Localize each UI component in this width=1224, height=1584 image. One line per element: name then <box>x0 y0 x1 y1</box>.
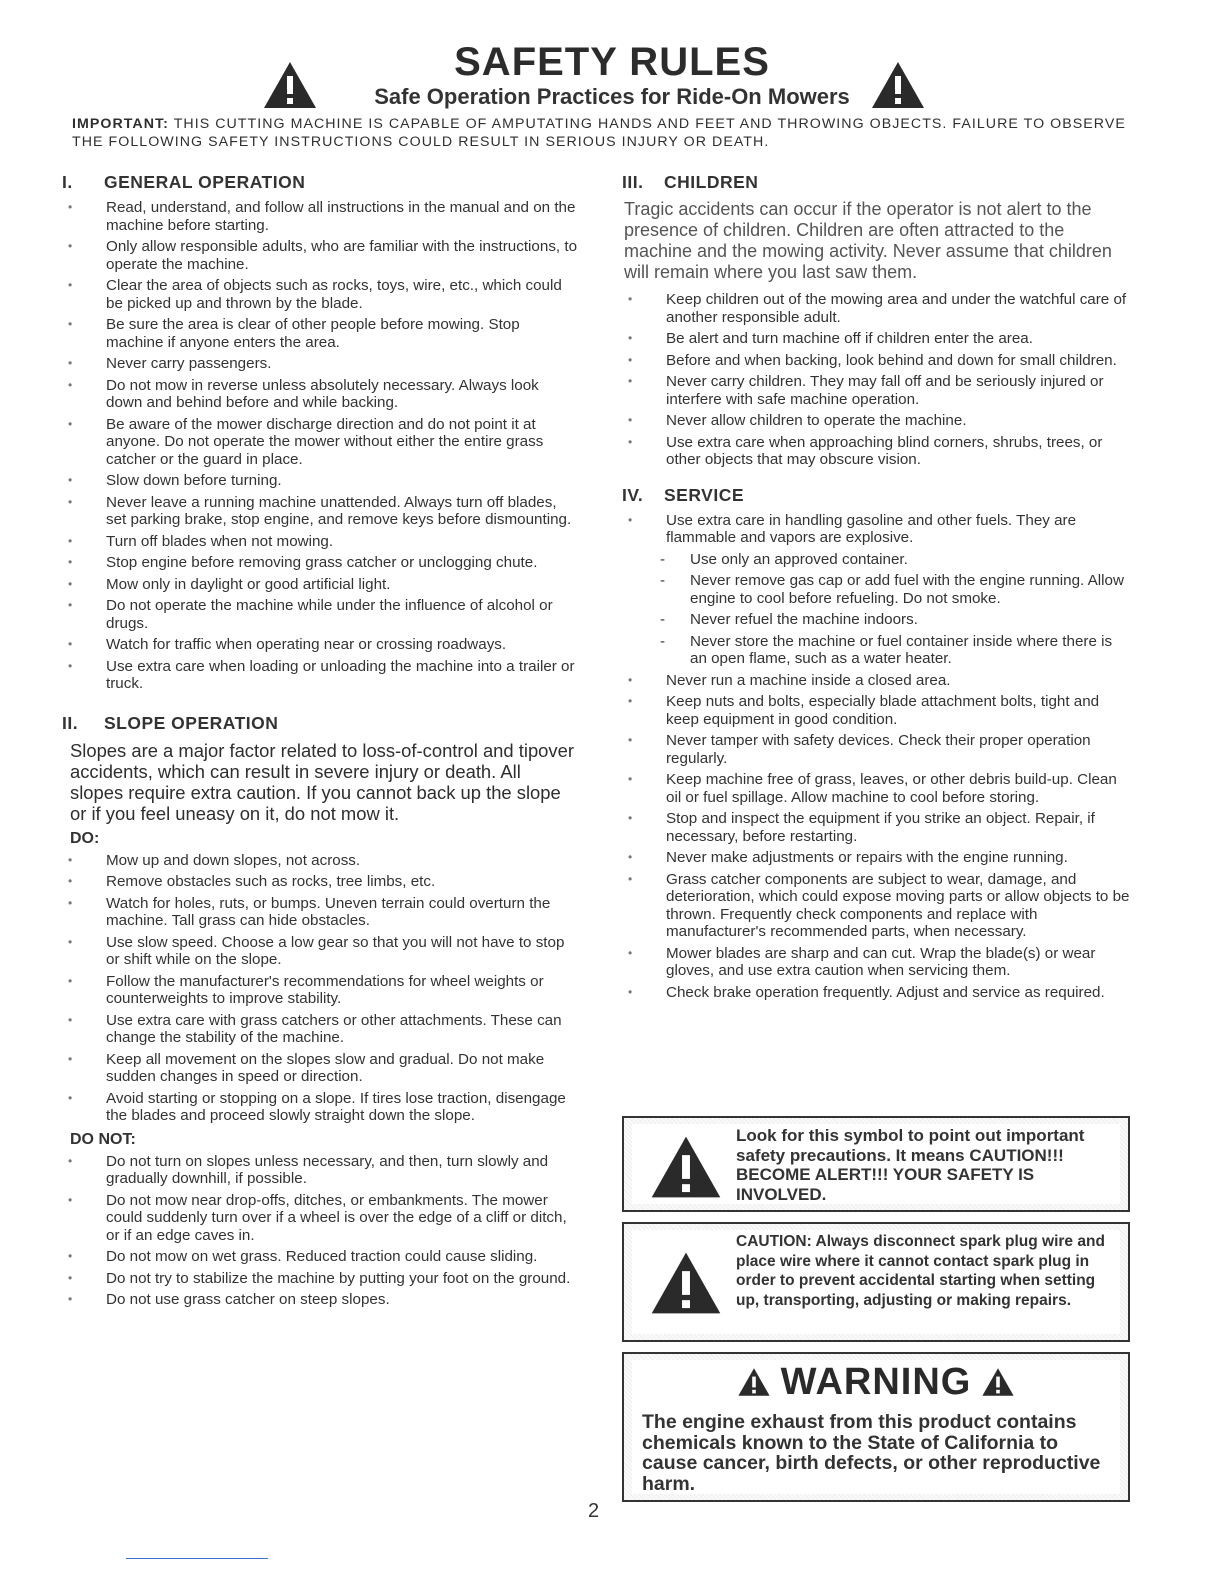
right-column <box>622 172 1130 1005</box>
page-title: SAFETY RULES <box>454 40 770 84</box>
list-item: • Clear the area of objects such as rocks, toys, wire, etc., which could be picked up and thrown by the blade. <box>62 277 578 312</box>
list-item: • Stop and inspect the equipment if you strike an object. Repair, if necessary, before restarting. <box>622 810 1130 845</box>
list-item: • Turn off blades when not mowing. <box>62 533 578 551</box>
warning-triangle-icon <box>737 1367 771 1397</box>
list-item: • Check brake operation frequently. Adjust and service as required. <box>622 984 1130 1002</box>
list-item: • Watch for holes, ruts, or bumps. Uneven terrain could overturn the machine. Tall grass can hide obstacles. <box>62 895 578 930</box>
section-heading: III. CHILDREN <box>622 172 759 192</box>
list-item: • Grass catcher components are subject to wear, damage, and deterioration, which could expose moving parts or allow objects to be thrown. Frequently check components and replace with manufacturer's recommended parts, when necessary. <box>622 871 1130 941</box>
list-item: • Never make adjustments or repairs with the engine running. <box>622 849 1130 867</box>
important-notice <box>72 115 1152 151</box>
list-item: • Use slow speed. Choose a low gear so that you will not have to stop or shift while on the slope. <box>62 934 578 969</box>
important-text: THIS CUTTING MACHINE IS CAPABLE OF AMPUTATING HANDS AND FEET AND THROWING OBJECTS. FAILURE TO OBSERVE THE FOLLOWING SAFETY INSTRUCTIONS COULD RESULT IN SERIOUS INJURY OR DEATH. <box>72 116 1126 150</box>
list-item: • Mow only in daylight or good artificial light. <box>62 576 578 594</box>
warning-text: The engine exhaust from this product contains chemicals known to the State of California to cause cancer, birth defects, or other reproductive harm. <box>642 1411 1101 1495</box>
list-item: • Never carry children. They may fall off and be seriously injured or interfere with safe machine operation. <box>622 373 1130 408</box>
warning-box <box>622 1352 1130 1502</box>
list-item: • Avoid starting or stopping on a slope. If tires lose traction, disengage the blades and proceed slowly straight down the slope. <box>62 1090 578 1125</box>
list-item: • Do not try to stabilize the machine by putting your foot on the ground. <box>62 1270 578 1288</box>
list-item: • Do not mow near drop-offs, ditches, or embankments. The mower could suddenly turn over if a wheel is over the edge of a cliff or ditch, or if an edge caves in. <box>62 1192 578 1245</box>
list-item: - Never store the machine or fuel container inside where there is an open flame, such as a water heater. <box>622 633 1130 668</box>
list-item: • Watch for traffic when operating near or crossing roadways. <box>62 636 578 654</box>
list-item: • Keep machine free of grass, leaves, or other debris build-up. Clean oil or fuel spillage. Allow machine to cool before storing. <box>622 771 1130 806</box>
list-item: • Only allow responsible adults, who are familiar with the instructions, to operate the machine. <box>62 238 578 273</box>
list-item: - Use only an approved container. <box>622 551 1130 569</box>
list-item: - Never remove gas cap or add fuel with the engine running. Allow engine to cool before refueling. Do not smoke. <box>622 572 1130 607</box>
list-item: • Slow down before turning. <box>62 472 578 490</box>
list-item: • Use extra care with grass catchers or other attachments. These can change the stability of the machine. <box>62 1012 578 1047</box>
list-item: • Mow up and down slopes, not across. <box>62 852 578 870</box>
section-heading: IV. SERVICE <box>622 484 745 505</box>
list-item: • Never tamper with safety devices. Check their proper operation regularly. <box>622 732 1130 767</box>
warning-header <box>624 1360 1128 1404</box>
warning-title: WARNING <box>780 1360 972 1403</box>
list-item: • Do not mow on wet grass. Reduced traction could cause sliding. <box>62 1248 578 1266</box>
list-item: • Mower blades are sharp and can cut. Wrap the blade(s) or wear gloves, and use extra caution when servicing them. <box>622 945 1130 980</box>
service-list <box>622 672 1130 1002</box>
list-item: • Never carry passengers. <box>62 355 578 373</box>
list-item: • Be aware of the mower discharge direction and do not point it at anyone. Do not operate the mower without either the entire grass catcher or the guard in place. <box>62 416 578 469</box>
list-item: • Use extra care when approaching blind corners, shrubs, trees, or other objects that may obscure vision. <box>622 434 1130 469</box>
list-item: • Follow the manufacturer's recommendations for wheel weights or counterweights to improve stability. <box>62 973 578 1008</box>
do-not-label: DO NOT: <box>70 1130 136 1148</box>
list-item: • Never allow children to operate the machine. <box>622 412 1130 430</box>
slope-intro: Slopes are a major factor related to loss-of-control and tipover accidents, which can result in severe injury or death. All slopes require extra caution. If you cannot back up the slope or if you feel uneasy on it, do not mow it. <box>70 739 574 824</box>
page-subtitle: Safe Operation Practices for Ride-On Mowers <box>374 84 850 109</box>
list-item: • Keep nuts and bolts, especially blade attachment bolts, tight and keep equipment in good condition. <box>622 693 1130 728</box>
section-heading: II. SLOPE OPERATION <box>62 712 279 733</box>
symbol-notice-box <box>622 1116 1130 1212</box>
warning-triangle-icon <box>981 1367 1015 1397</box>
page-number: 2 <box>588 1500 600 1522</box>
do-label: DO: <box>70 829 100 847</box>
list-item: • Do not operate the machine while under the influence of alcohol or drugs. <box>62 597 578 632</box>
list-item: • Stop engine before removing grass catcher or unclogging chute. <box>62 554 578 572</box>
caution-text: CAUTION: Always disconnect spark plug wire and place wire where it cannot contact spark plug in order to prevent accidental starting when setting up, transporting, adjusting or making repairs. <box>736 1233 1105 1309</box>
list-item: • Remove obstacles such as rocks, tree limbs, etc. <box>62 873 578 891</box>
list-item: • Be sure the area is clear of other people before mowing. Stop machine if anyone enters the area. <box>62 316 578 351</box>
left-column <box>62 172 578 1313</box>
list-item: • Use extra care when loading or unloading the machine into a trailer or truck. <box>62 658 578 693</box>
footer-divider <box>126 1558 268 1559</box>
list-item: • Never leave a running machine unattended. Always turn off blades, set parking brake, stop engine, and remove keys before dismounting. <box>62 494 578 529</box>
list-item: • Do not mow in reverse unless absolutely necessary. Always look down and behind before and while backing. <box>62 377 578 412</box>
list-item: • Use extra care in handling gasoline and other fuels. They are flammable and vapors are explosive. <box>622 512 1130 547</box>
list-item: • Never run a machine inside a closed area. <box>622 672 1130 690</box>
list-item: • Read, understand, and follow all instructions in the manual and on the machine before starting. <box>62 199 578 234</box>
service-list-first <box>622 512 1130 547</box>
caution-box <box>622 1222 1130 1342</box>
warning-triangle-icon <box>648 1250 724 1316</box>
list-item: • Do not use grass catcher on steep slopes. <box>62 1291 578 1309</box>
warning-triangle-icon <box>648 1134 724 1200</box>
children-intro: Tragic accidents can occur if the operator is not alert to the presence of children. Children are often attracted to the machine and the mowing activity. Never assume that children will remain where you last saw them. <box>624 199 1112 282</box>
do-list <box>62 852 578 1125</box>
do-not-list <box>62 1153 578 1309</box>
list-item: • Do not turn on slopes unless necessary, and then, turn slowly and gradually downhill, if possible. <box>62 1153 578 1188</box>
list-item: • Keep all movement on the slopes slow and gradual. Do not make sudden changes in speed or direction. <box>62 1051 578 1086</box>
important-label: IMPORTANT: <box>72 116 169 132</box>
list-item: • Before and when backing, look behind and down for small children. <box>622 352 1130 370</box>
list-item: • Be alert and turn machine off if children enter the area. <box>622 330 1130 348</box>
symbol-notice-text: Look for this symbol to point out important safety precautions. It means CAUTION!!! BECOME ALERT!!! YOUR SAFETY IS INVOLVED. <box>736 1126 1085 1204</box>
children-list <box>622 291 1130 469</box>
list-item: • Keep children out of the mowing area and under the watchful care of another responsible adult. <box>622 291 1130 326</box>
service-sub-list <box>622 551 1130 668</box>
list-item: - Never refuel the machine indoors. <box>622 611 1130 629</box>
general-operation-list <box>62 199 578 693</box>
section-heading: I. GENERAL OPERATION <box>62 172 306 192</box>
